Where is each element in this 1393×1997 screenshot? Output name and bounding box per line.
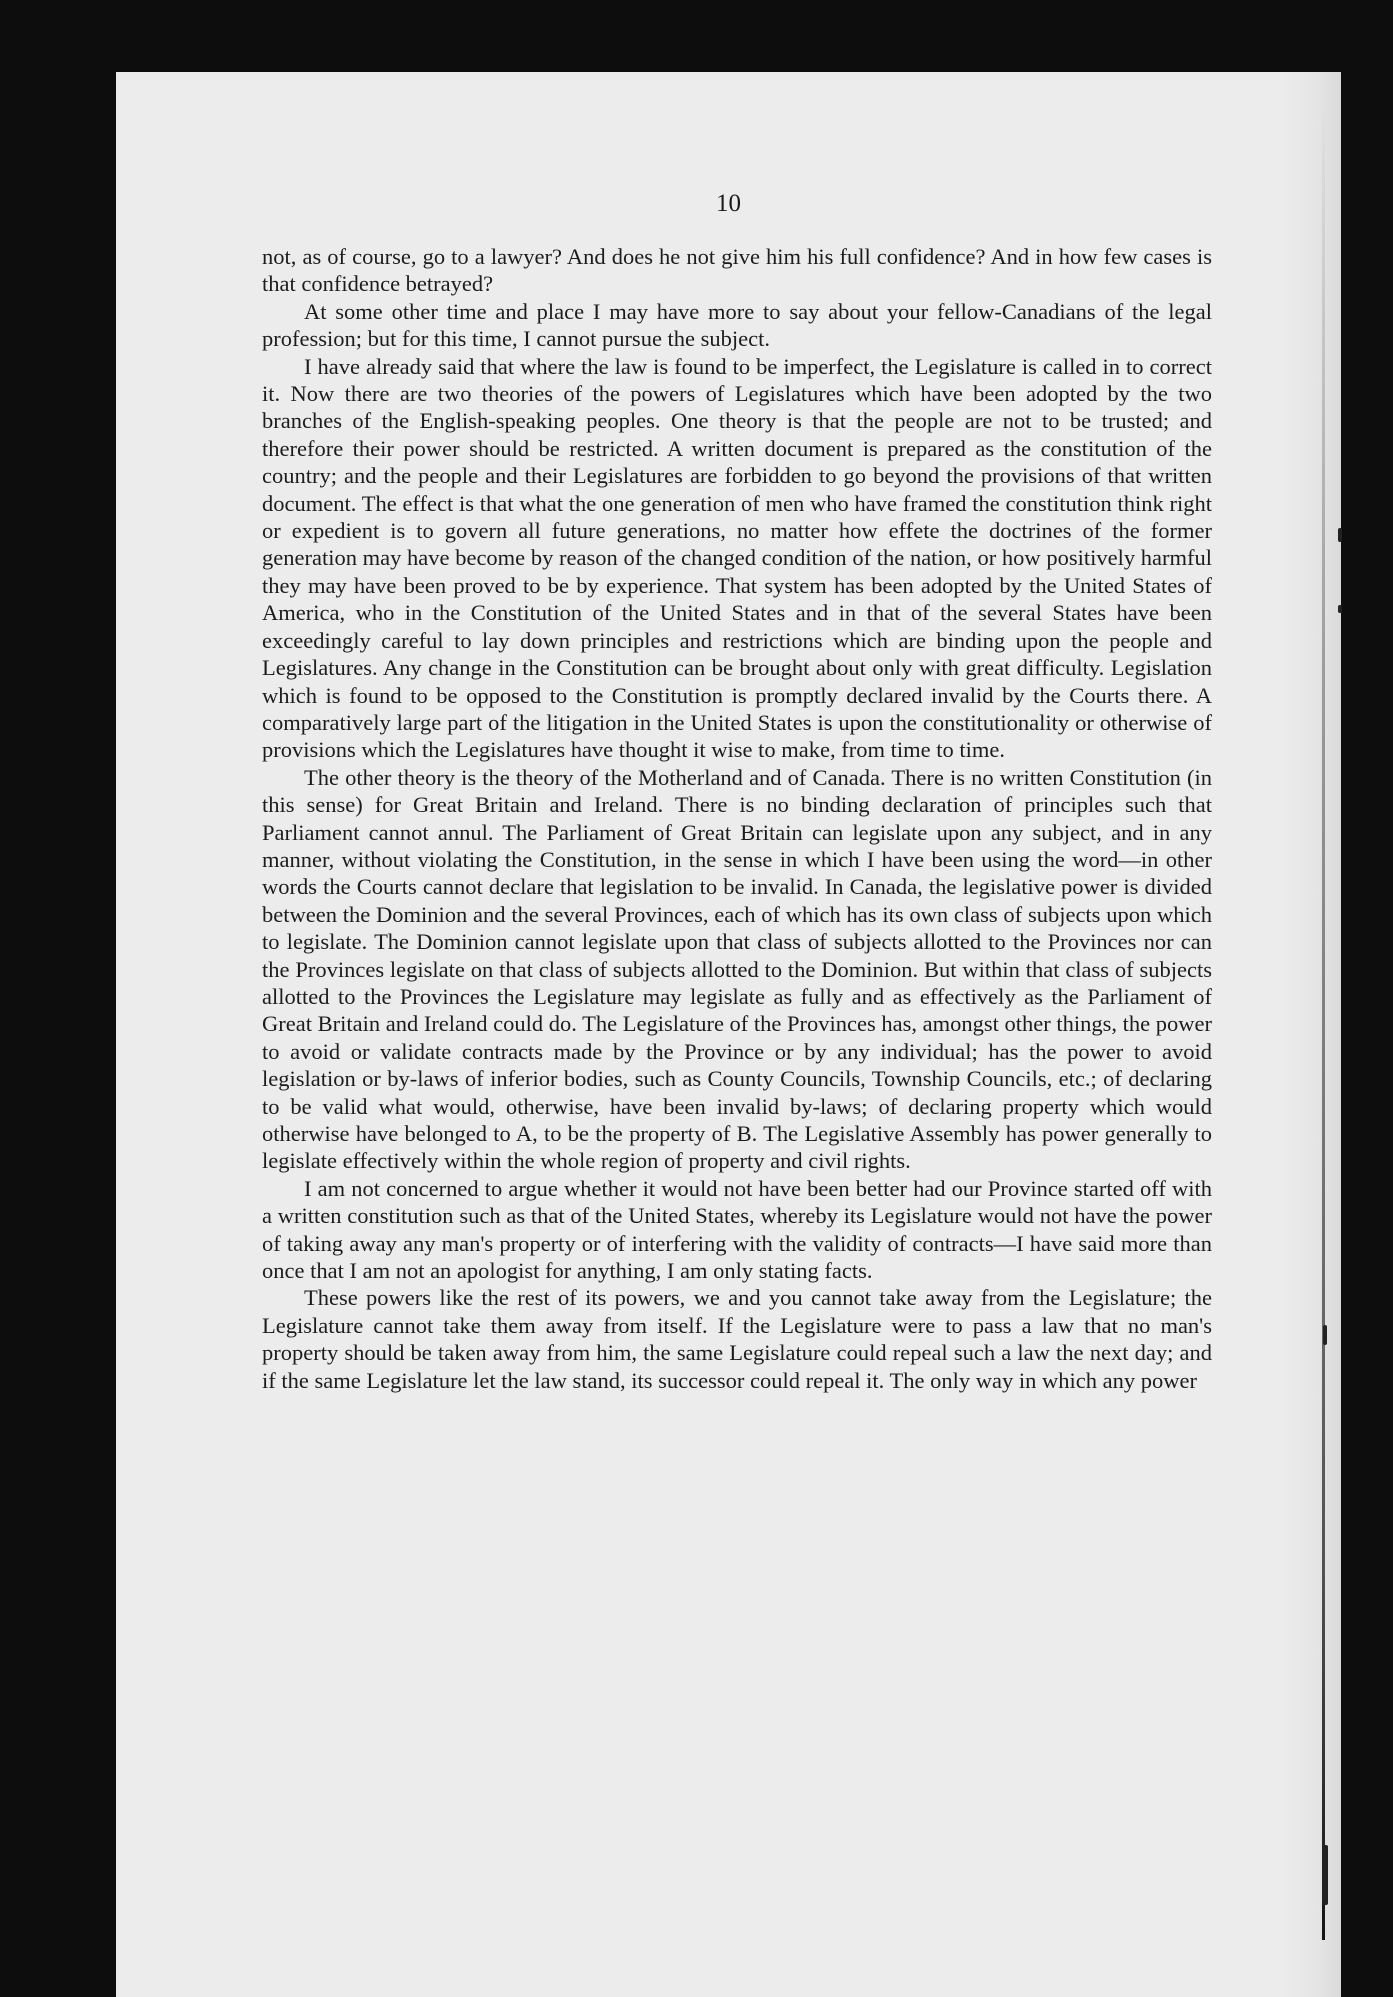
edge-mark <box>1338 605 1342 613</box>
paragraph-1: not, as of course, go to a lawyer? And does he not give him his full confidence? And in how few cases is that confidence betrayed? <box>262 244 1212 297</box>
paragraph-4: The other theory is the theory of the Motherland and of Canada. There is no written Constitution (in this sense) for Great Britain and Ireland. There is no binding declaration of principles such that Parliament cannot annul. The Parliament of Great Britain can legislate upon any subject, and in any manner, without violating the Constitution, in the sense in which I have been using the word—in other words the Courts cannot declare that legislation to be invalid. In Canada, the legislative power is divided between the Dominion and the several Provinces, each of which has its own class of subjects upon which to legislate. The Dominion cannot legislate upon that class of subjects allotted to the Provinces nor can the Provinces legislate on that class of subjects allotted to the Dominion. But within that class of subjects allotted to the Provinces the Legislature may legislate as fully and as effectively as the Parliament of Great Britain and Ireland could do. The Legislature of the Provinces has, amongst other things, the power to avoid or validate contracts made by the Province or by any individual; has the power to avoid legislation or by-laws of inferior bodies, such as County Councils, Township Councils, etc.; of declaring to be valid what would, otherwise, have been invalid by-laws; of declaring property which would otherwise have belonged to A, to be the property of B. The Legislative Assembly has power generally to legislate effectively within the whole region of property and civil rights. <box>262 764 1212 1174</box>
edge-mark <box>1338 528 1342 542</box>
book-page <box>116 72 1341 1997</box>
edge-mark <box>1322 1845 1328 1905</box>
body-text <box>262 243 1212 1394</box>
edge-mark <box>1323 1325 1327 1345</box>
page-number: 10 <box>716 190 741 217</box>
paragraph-3: I have already said that where the law is found to be imperfect, the Legislature is called in to correct it. Now there are two theories of the powers of Legislatures which have been adopted by the two branches of the English-speaking peoples. One theory is that the people are not to be trusted; and therefore their power should be restricted. A written document is prepared as the constitution of the country; and the people and their Legislatures are forbidden to go beyond the provisions of that written document. The effect is that what the one generation of men who have framed the constitution think right or expedient is to govern all future generations, no matter how effete the doctrines of the former generation may have become by reason of the changed condition of the nation, or how positively harmful they may have been proved to be by experience. That system has been adopted by the United States of America, who in the Constitution of the United States and in that of the several States have been exceedingly careful to lay down principles and restrictions which are binding upon the people and Legislatures. Any change in the Constitution can be brought about only with great difficulty. Legislation which is found to be opposed to the Constitution is promptly declared invalid by the Courts there. A comparatively large part of the litigation in the United States is upon the constitutionality or otherwise of provisions which the Legislatures have thought it wise to make, from time to time. <box>262 353 1212 763</box>
page-edge-shadow <box>1281 72 1341 1997</box>
paragraph-2: At some other time and place I may have more to say about your fellow-Canadians of the legal profession; but for this time, I cannot pursue the subject. <box>262 298 1212 352</box>
paragraph-6: These powers like the rest of its powers, we and you cannot take away from the Legislature; the Legislature cannot take them away from itself. If the Legislature were to pass a law that no man's property should be taken away from him, the same Legislature could repeal such a law the next day; and if the same Legislature let the law stand, its successor could repeal it. The only way in which any power <box>262 1285 1212 1393</box>
binding-edge-line <box>1322 105 1325 1940</box>
paragraph-5: I am not concerned to argue whether it would not have been better had our Province started off with a written constitution such as that of the United States, whereby its Legislature would not have the power of taking away any man's property or of interfering with the validity of contracts—I have said more than once that I am not an apologist for anything, I am only stating facts. <box>262 1175 1212 1284</box>
